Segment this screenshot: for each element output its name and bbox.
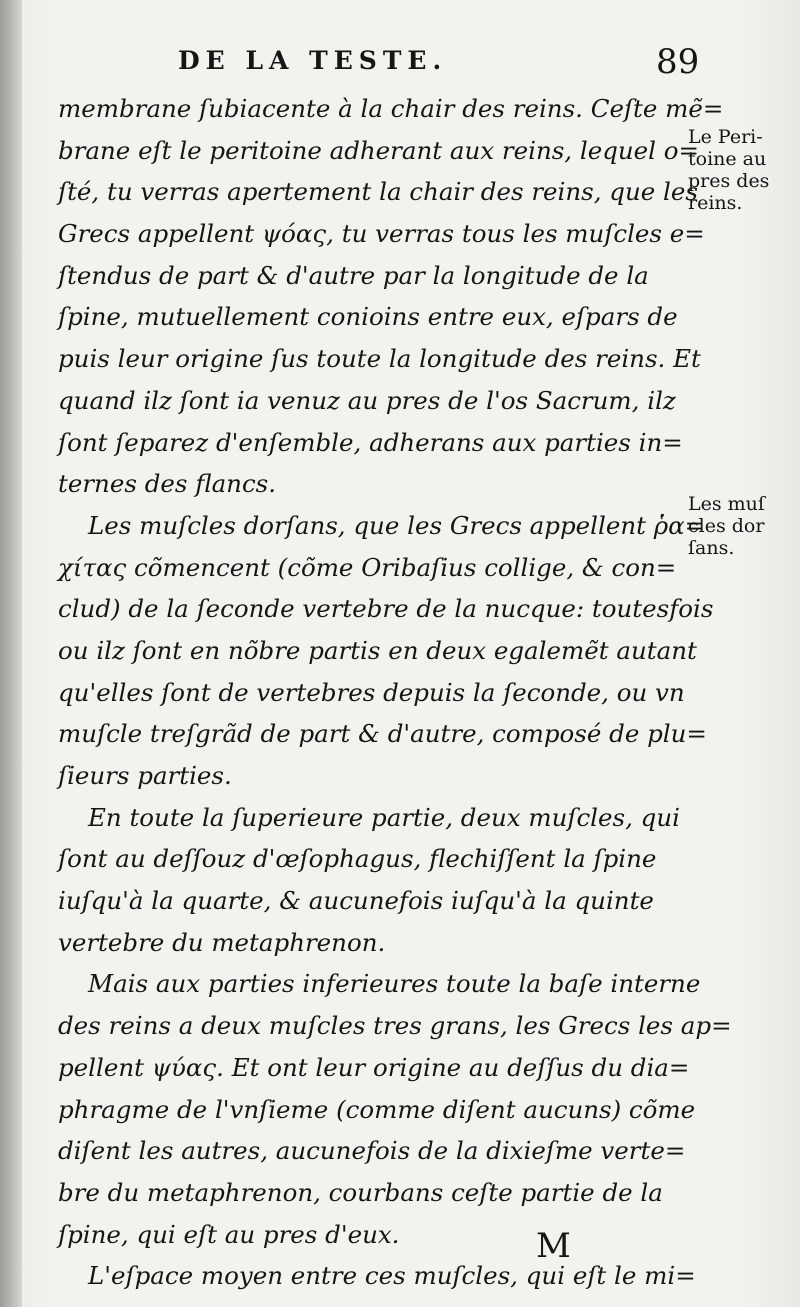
text-line: diſent les autres, aucunefois de la dixieſme verte=: [58, 1136, 686, 1166]
text-line: Mais aux parties inferieures toute la baſe interne: [88, 969, 701, 999]
text-line: ſont ſeparez d'enſemble, adherans aux parties in=: [58, 427, 683, 457]
text-line: ſpine, qui eſt au pres d'eux.: [58, 1219, 400, 1249]
running-head: DE LA TESTE.: [178, 46, 448, 75]
text-line: bre du metaphrenon, courbans ceſte partie de la: [58, 1177, 663, 1207]
text-line: ou ilz ſont en nõbre partis en deux egalemẽt autant: [58, 635, 697, 665]
signature-mark: M: [536, 1226, 571, 1266]
text-line: Grecs appellent ψόας, tu verras tous les muſcles e=: [58, 219, 705, 249]
margin-note-line: toine au: [688, 148, 767, 170]
text-line: L'eſpace moyen entre ces muſcles, qui eſt le mi=: [88, 1261, 696, 1291]
page-number: 89: [656, 42, 700, 82]
margin-note-line: pres des: [688, 170, 770, 192]
text-line: En toute la ſuperieure partie, deux muſcles, qui: [88, 802, 680, 832]
text-line: iuſqu'à la quarte, & aucunefois iuſqu'à la quinte: [58, 886, 654, 916]
text-line: ſtendus de part & d'autre par la longitude de la: [58, 260, 649, 290]
text-line: Les muſcles dorſans, que les Grecs appellent ῥα=: [88, 510, 706, 540]
margin-note-line: cles dor: [688, 515, 765, 537]
text-line: muſcle treſgrãd de part & d'autre, composé de plu=: [58, 719, 707, 749]
margin-note-peritoine: [688, 126, 798, 214]
text-line: ſpine, mutuellement conioins entre eux, eſpars de: [58, 302, 678, 332]
text-line: des reins a deux muſcles tres grans, les Grecs les ap=: [58, 1011, 732, 1041]
page-header: [178, 42, 698, 82]
gutter-shadow: [0, 0, 22, 1307]
margin-note-muscles-dorsans: [688, 493, 798, 559]
text-line: ternes des flancs.: [58, 469, 277, 499]
text-line: pellent ψύας. Et ont leur origine au deſſus du dia=: [58, 1052, 690, 1082]
margin-note-line: Le Peri-: [688, 126, 763, 148]
text-line: clud) de la ſeconde vertebre de la nucque: toutesfois: [58, 594, 714, 624]
text-line: brane eſt le peritoine adherant aux reins, lequel o=: [58, 135, 700, 165]
margin-note-line: reins.: [688, 192, 743, 214]
text-line: ſté, tu verras apertement la chair des reins, que les: [58, 177, 698, 207]
text-line: ſont au deſſouz d'œſophagus, flechiſſent la ſpine: [58, 844, 657, 874]
margin-note-line: Les muſ: [688, 493, 765, 515]
text-line: χίτας cõmencent (cõme Oribaſius collige, & con=: [58, 552, 677, 582]
text-line: ſieurs parties.: [58, 761, 232, 790]
margin-note-line: ſans.: [688, 537, 735, 559]
text-line: puis leur origine ſus toute la longitude des reins. Et: [58, 344, 701, 374]
text-line: phragme de l'vnſieme (comme diſent aucuns) cõme: [58, 1094, 696, 1124]
text-line: membrane ſubiacente à la chair des reins. Ceſte mẽ=: [58, 94, 724, 123]
text-line: vertebre du metaphrenon.: [58, 927, 386, 957]
text-line: qu'elles ſont de vertebres depuis la ſeconde, ou vn: [58, 677, 685, 707]
text-line: quand ilz ſont ia venuz au pres de l'os Sacrum, ilz: [58, 385, 676, 415]
